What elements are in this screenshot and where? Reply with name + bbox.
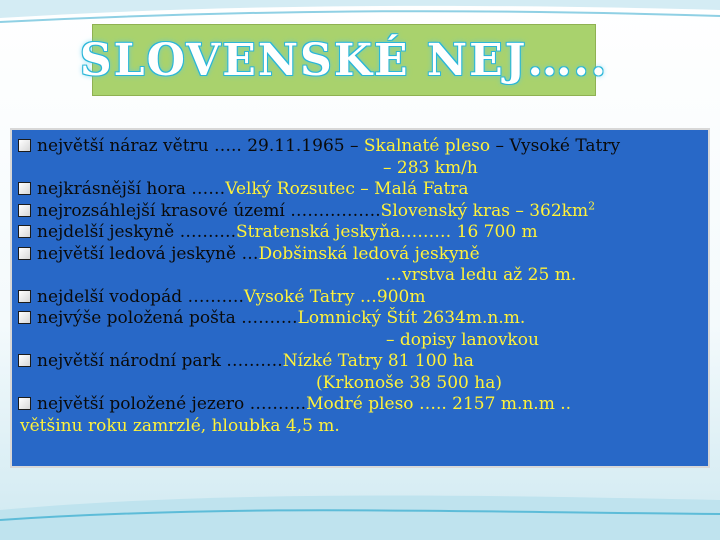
item-rest: ….. 2157 m.n.m ..	[413, 394, 572, 414]
item-highlight: Vysoké Tatry …900m	[243, 286, 426, 307]
item-highlight: Modré pleso	[306, 394, 414, 414]
item-highlight: Skalnaté pleso	[363, 136, 491, 156]
item-label: nejkrásnější hora ……	[37, 179, 226, 199]
list-item	[18, 222, 700, 244]
item-label: největší náraz větru …..	[37, 136, 248, 156]
item-label: největší ledová jeskyně …	[37, 243, 259, 264]
item-cont-text: (Krkonoše 38 500 ha)	[316, 372, 502, 393]
item-rest: ……… 16 700 m	[400, 222, 538, 242]
item-cont-text: – 283 km/h	[383, 157, 478, 178]
item-highlight: Lomnický Štít 2634m.n.m.	[297, 308, 526, 328]
item-highlight: Stratenská jeskyňa	[236, 222, 401, 242]
item-continuation	[18, 416, 700, 438]
item-label: největší národní park ……….	[37, 351, 283, 371]
list-item	[18, 198, 700, 223]
item-continuation	[18, 330, 700, 352]
item-superscript: 2	[588, 198, 596, 212]
item-continuation	[18, 373, 700, 395]
item-rest: – Malá Fatra	[354, 179, 469, 199]
item-continuation	[18, 265, 700, 287]
square-bullet-icon	[18, 204, 31, 217]
item-cont-text: …vrstva ledu až 25 m.	[385, 265, 577, 285]
item-rest: Slovenský kras – 362km	[380, 200, 589, 221]
title-banner	[79, 24, 609, 96]
item-label: nejdelší jeskyně ……….	[37, 222, 237, 242]
page-title: SLOVENSKÉ NEJ…..	[79, 34, 609, 86]
square-bullet-icon	[18, 182, 31, 195]
list-item	[18, 136, 700, 158]
item-cont-text: většinu roku zamrzlé, hloubka 4,5 m.	[20, 415, 340, 436]
decorative-swoosh-bottom	[0, 470, 720, 540]
list-item	[18, 394, 700, 416]
square-bullet-icon	[18, 290, 31, 303]
item-label: nejrozsáhlejší krasové území …………….	[37, 200, 381, 221]
square-bullet-icon	[18, 354, 31, 367]
item-cont-text: – dopisy lanovkou	[386, 329, 539, 350]
item-highlight: Dobšinská ledová jeskyně	[258, 243, 480, 264]
list-item	[18, 244, 700, 266]
square-bullet-icon	[18, 247, 31, 260]
item-label: nejvýše položená pošta ……….	[37, 308, 298, 328]
item-continuation	[18, 158, 700, 180]
square-bullet-icon	[18, 311, 31, 324]
list-item	[18, 308, 700, 330]
square-bullet-icon	[18, 139, 31, 152]
item-label: nejdelší vodopád ……….	[37, 286, 244, 307]
square-bullet-icon	[18, 225, 31, 238]
square-bullet-icon	[18, 397, 31, 410]
item-value: 29.11.1965 –	[247, 136, 364, 156]
list-item	[18, 351, 700, 373]
item-rest: – Vysoké Tatry	[490, 136, 621, 156]
item-label: největší položené jezero ……….	[37, 394, 307, 414]
list-item	[18, 179, 700, 201]
list-item	[18, 287, 700, 309]
item-highlight: Nízké Tatry 81 100 ha	[282, 351, 474, 371]
item-highlight: Velký Rozsutec	[225, 179, 355, 199]
content-panel	[10, 128, 710, 468]
